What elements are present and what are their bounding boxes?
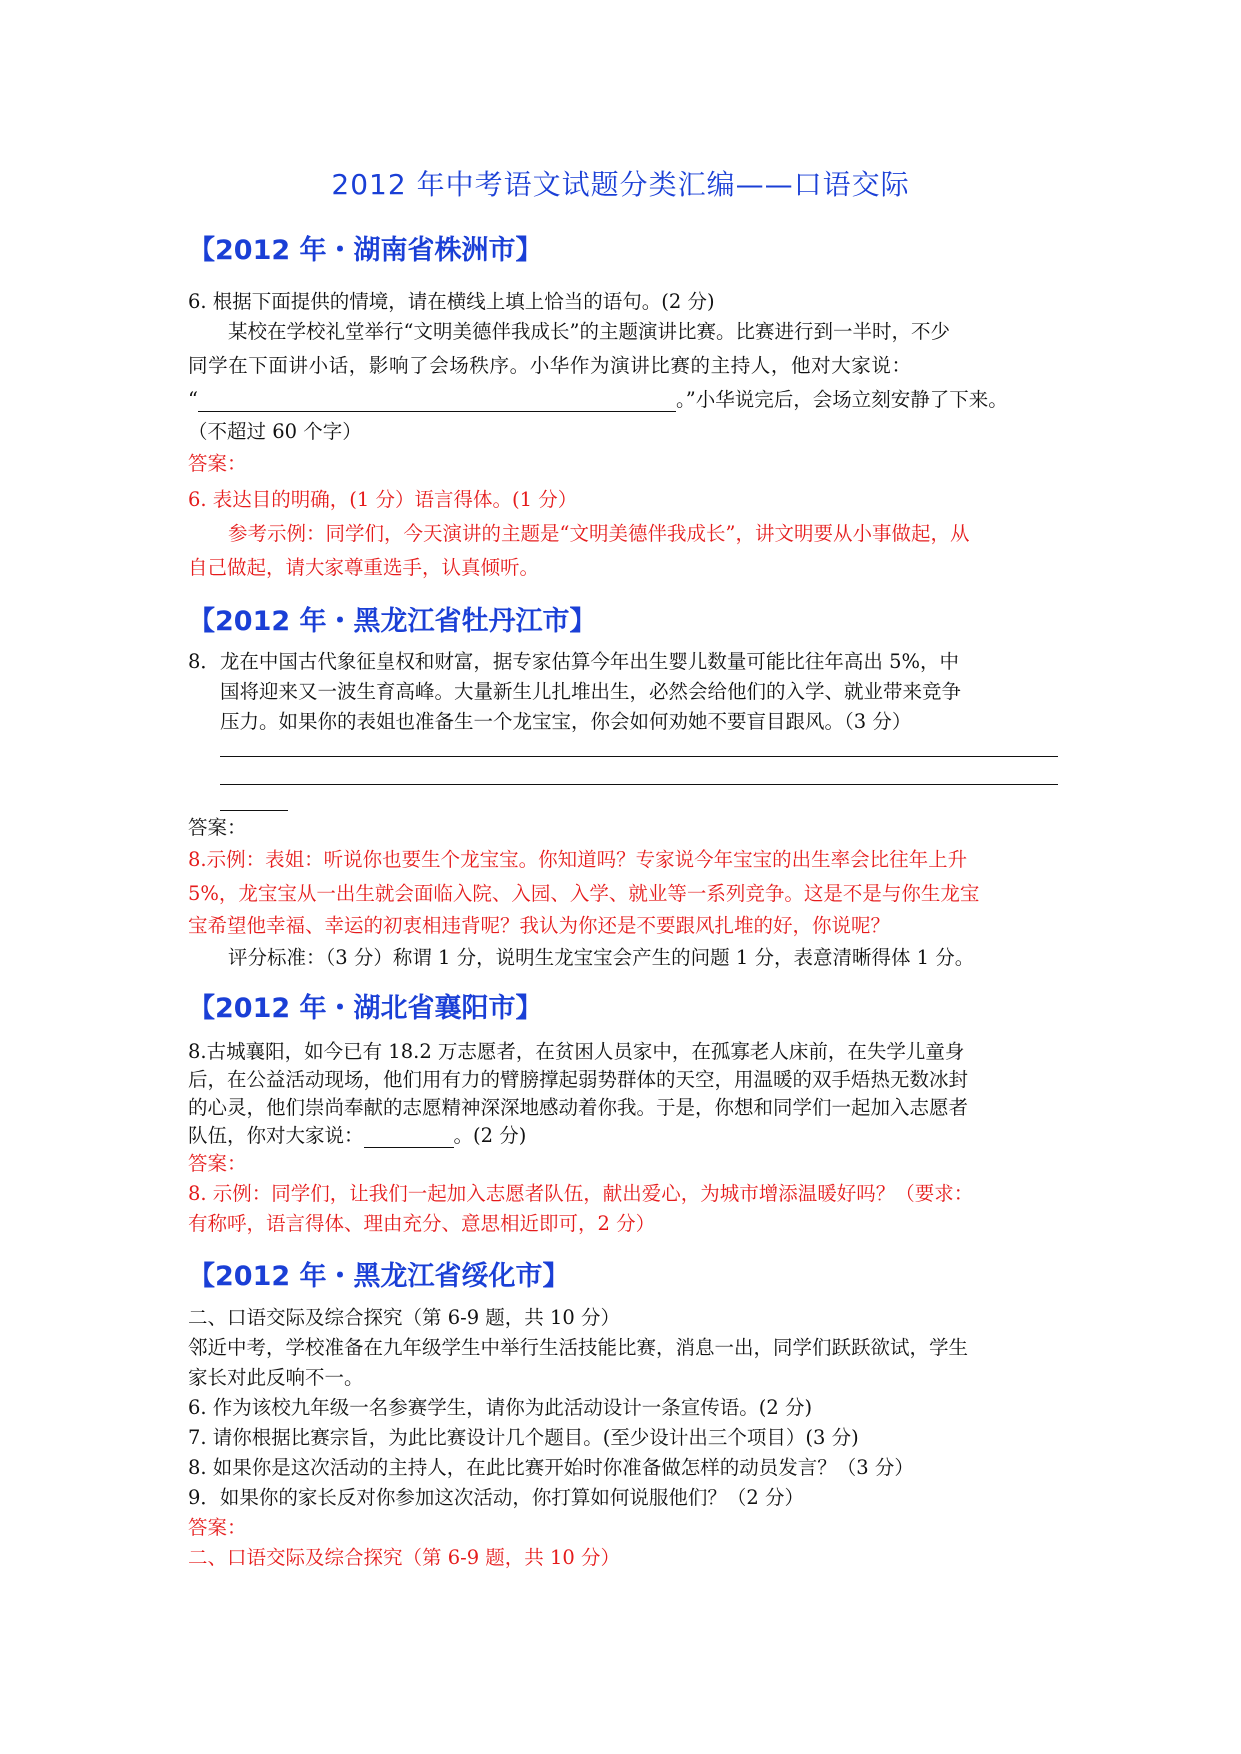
question-text-head: 队伍，你对大家说： (188, 1124, 364, 1147)
answer-label: 答案： (188, 816, 247, 839)
answer-line[interactable] (220, 756, 1058, 757)
question-text-tail: 。”小华说完后，会场立刻安静了下来。 (675, 388, 1008, 411)
question-text-tail: 。(2 分) (453, 1124, 527, 1147)
answer-text: 5%，龙宝宝从一出生就会面临入院、入园、入学、就业等一系列竞争。这是不是与你生龙宝 (188, 882, 980, 905)
page-title: 2012 年中考语文试题分类汇编——口语交际 (331, 168, 910, 201)
answer-label: 答案： (188, 1516, 247, 1539)
question-text: 8.古城襄阳，如今已有 18.2 万志愿者，在贫困人员家中，在孤寡老人床前，在失学儿童身 (188, 1040, 965, 1063)
question-text: 6. 根据下面提供的情境，请在横线上填上恰当的语句。(2 分) (188, 290, 715, 313)
question-text: 8．龙在中国古代象征皇权和财富，据专家估算今年出生婴儿数量可能比往年高出 5%，中 (188, 650, 960, 673)
question-text: 8. 如果你是这次活动的主持人，在此比赛开始时你准备做怎样的动员发言？（3 分） (188, 1456, 914, 1479)
question-text: 9．如果你的家长反对你参加这次活动，你打算如何说服他们？（2 分） (188, 1486, 805, 1509)
answer-text: 二、口语交际及综合探究（第 6-9 题，共 10 分） (188, 1546, 621, 1569)
answer-blank[interactable] (364, 1127, 454, 1148)
question-text (188, 1124, 526, 1148)
section-heading-suihua: 【2012 年・黑龙江省绥化市】 (188, 1261, 570, 1292)
question-text: 家长对此反响不一。 (188, 1366, 364, 1389)
section-heading-mudanjiang: 【2012 年・黑龙江省牡丹江市】 (188, 606, 597, 637)
section-heading-zhuzhou: 【2012 年・湖南省株洲市】 (188, 235, 543, 266)
answer-line[interactable] (220, 784, 1058, 785)
question-text: 的心灵，他们崇尚奉献的志愿精神深深地感动着你我。于是，你想和同学们一起加入志愿者 (188, 1096, 969, 1119)
question-text: 同学在下面讲小话，影响了会场秩序。小华作为演讲比赛的主持人，他对大家说： (188, 354, 912, 377)
answer-text: 参考示例：同学们，今天演讲的主题是“文明美德伴我成长”，讲文明要从小事做起，从 (228, 522, 970, 545)
question-text: 某校在学校礼堂举行“文明美德伴我成长”的主题演讲比赛。比赛进行到一半时，不少 (228, 320, 950, 343)
question-text: 6. 作为该校九年级一名参赛学生，请你为此活动设计一条宣传语。(2 分) (188, 1396, 813, 1419)
answer-text: 有称呼，语言得体、理由充分、意思相近即可，2 分） (188, 1212, 656, 1235)
answer-blank[interactable] (198, 391, 676, 412)
question-text (188, 388, 1008, 412)
open-quote: “ (188, 388, 198, 411)
answer-text: 自己做起，请大家尊重选手，认真倾听。 (188, 556, 540, 579)
answer-label: 答案： (188, 1152, 247, 1175)
question-text: 后，在公益活动现场，他们用有力的臂膀撑起弱势群体的天空，用温暖的双手焐热无数冰封 (188, 1068, 969, 1091)
answer-text: 8.示例：表姐：听说你也要生个龙宝宝。你知道吗？专家说今年宝宝的出生率会比往年上升 (188, 848, 968, 871)
answer-text: 8. 示例：同学们，让我们一起加入志愿者队伍，献出爱心，为城市增添温暖好吗？（要求： (188, 1182, 974, 1205)
section-heading-xiangyang: 【2012 年・湖北省襄阳市】 (188, 993, 543, 1024)
answer-line[interactable] (220, 810, 288, 811)
question-text: 二、口语交际及综合探究（第 6-9 题，共 10 分） (188, 1306, 621, 1329)
answer-label: 答案： (188, 452, 247, 475)
question-text: 压力。如果你的表姐也准备生一个龙宝宝，你会如何劝她不要盲目跟风。（3 分） (220, 710, 912, 733)
question-text: 国将迎来又一波生育高峰。大量新生儿扎堆出生，必然会给他们的入学、就业带来竞争 (220, 680, 962, 703)
answer-text: 宝希望他幸福、幸运的初衷相违背呢？我认为你还是不要跟风扎堆的好，你说呢？ (188, 914, 891, 937)
scoring-criteria: 评分标准：（3 分）称谓 1 分，说明生龙宝宝会产生的问题 1 分，表意清晰得体 1 分。 (228, 946, 975, 969)
question-text: 7. 请你根据比赛宗旨，为此比赛设计几个题目。(至少设计出三个项目）(3 分) (188, 1426, 859, 1449)
answer-text: 6. 表达目的明确，(1 分）语言得体。(1 分） (188, 488, 578, 511)
question-text: 邻近中考，学校准备在九年级学生中举行生活技能比赛，消息一出，同学们跃跃欲试，学生 (188, 1336, 969, 1359)
question-note: （不超过 60 个字） (188, 420, 362, 443)
